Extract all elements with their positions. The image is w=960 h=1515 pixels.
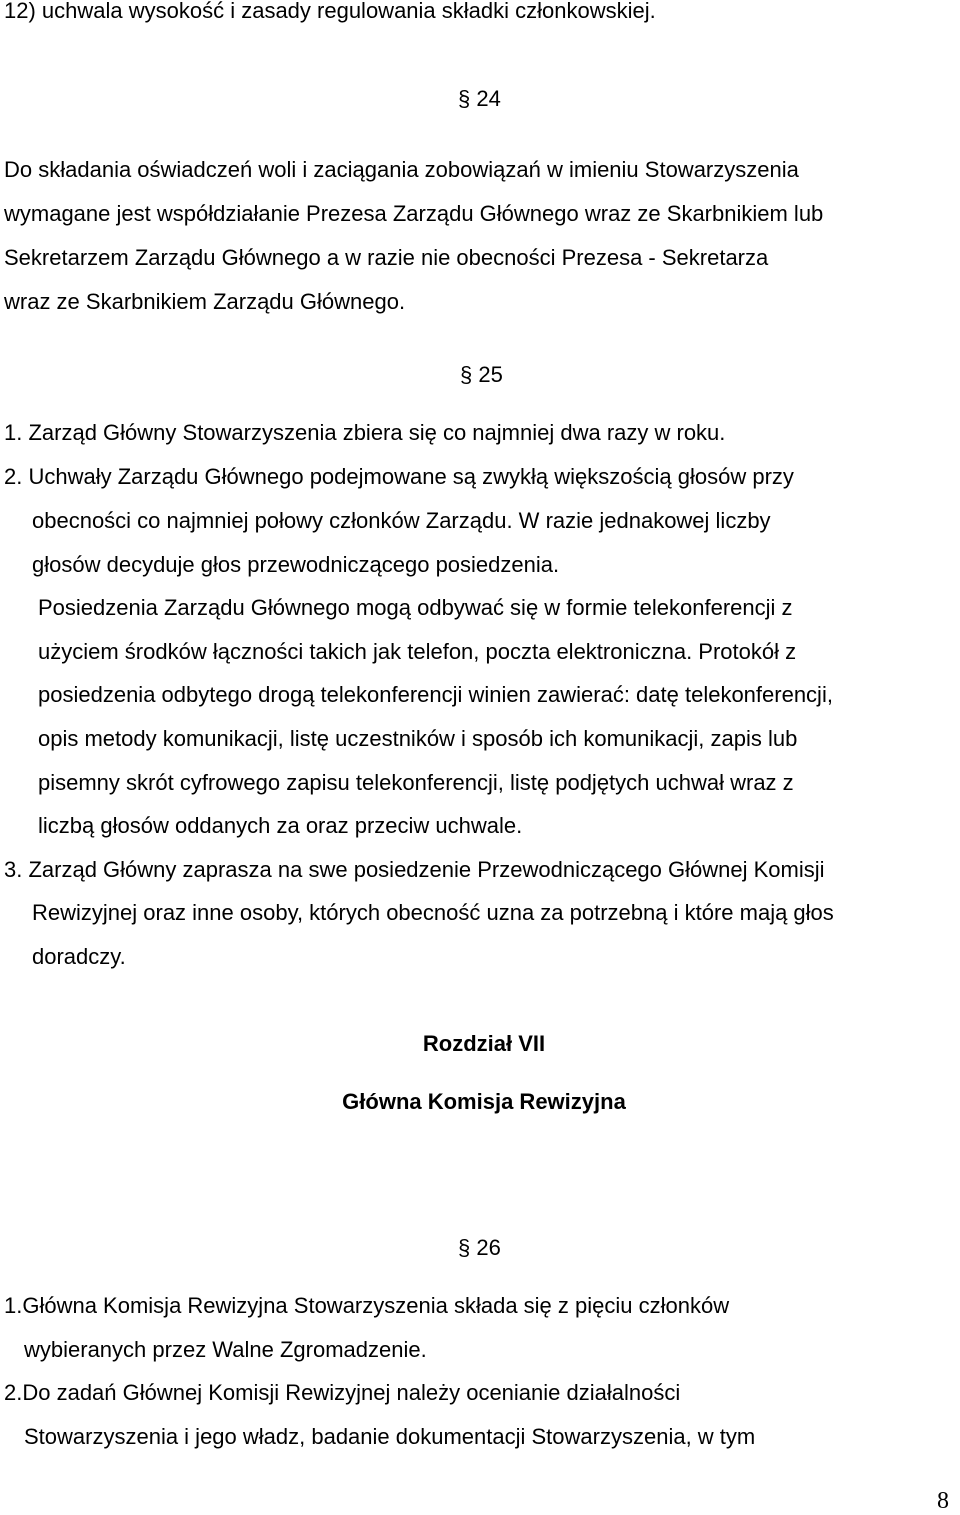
section-26-item-2-line: 2.Do zadań Głównej Komisji Rewizyjnej należy ocenianie działalności — [4, 1380, 681, 1405]
section-25-item-2-cont-line: Posiedzenia Zarządu Głównego mogą odbywać się w formie telekonferencji z — [38, 595, 793, 620]
section-24-line: wymagane jest współdziałanie Prezesa Zarządu Głównego wraz ze Skarbnikiem lub — [4, 201, 824, 226]
section-25-item-1: 1. Zarząd Główny Stowarzyszenia zbiera się co najmniej dwa razy w roku. — [4, 420, 726, 445]
chapter-title: Główna Komisja Rewizyjna — [342, 1089, 626, 1114]
top-list-item: 12) uchwala wysokość i zasady regulowania składki członkowskiej. — [4, 0, 656, 23]
section-26-item-2-line: Stowarzyszenia i jego władz, badanie dokumentacji Stowarzyszenia, w tym — [24, 1424, 756, 1449]
section-24-heading: § 24 — [458, 86, 501, 111]
section-24-line: wraz ze Skarbnikiem Zarządu Głównego. — [4, 289, 406, 314]
section-25-item-2-line: 2. Uchwały Zarządu Głównego podejmowane są zwykłą większością głosów przy — [4, 464, 794, 489]
section-25-heading: § 25 — [460, 362, 503, 387]
page-number: 8 — [937, 1488, 949, 1514]
section-25-item-3-line: doradczy. — [32, 944, 126, 969]
section-25-item-2-line: głosów decyduje głos przewodniczącego posiedzenia. — [32, 552, 560, 577]
section-24-line: Sekretarzem Zarządu Głównego a w razie nie obecności Prezesa - Sekretarza — [4, 245, 769, 270]
section-25-item-2-line: obecności co najmniej połowy członków Zarządu. W razie jednakowej liczby — [32, 508, 771, 533]
section-25-item-2-cont-line: opis metody komunikacji, listę uczestników i sposób ich komunikacji, zapis lub — [38, 726, 798, 751]
section-25-item-3-line: 3. Zarząd Główny zaprasza na swe posiedzenie Przewodniczącego Głównej Komisji — [4, 857, 825, 882]
chapter-number: Rozdział VII — [422, 1031, 546, 1056]
section-25-item-2-cont-line: liczbą głosów oddanych za oraz przeciw uchwale. — [38, 813, 523, 838]
section-26-heading: § 26 — [458, 1235, 501, 1260]
section-25-item-2-cont-line: użyciem środków łączności takich jak telefon, poczta elektroniczna. Protokół z — [38, 639, 797, 664]
section-26-item-1-line: wybieranych przez Walne Zgromadzenie. — [24, 1337, 427, 1362]
section-25-item-2-cont-line: posiedzenia odbytego drogą telekonferencji winien zawierać: datę telekonferencji, — [38, 682, 833, 707]
section-25-item-3-line: Rewizyjnej oraz inne osoby, których obecność uzna za potrzebną i które mają głos — [32, 900, 834, 925]
section-24-line: Do składania oświadczeń woli i zaciągania zobowiązań w imieniu Stowarzyszenia — [4, 157, 799, 182]
section-26-item-1-line: 1.Główna Komisja Rewizyjna Stowarzyszenia składa się z pięciu członków — [4, 1293, 730, 1318]
section-25-item-2-cont-line: pisemny skrót cyfrowego zapisu telekonferencji, listę podjętych uchwał wraz z — [38, 770, 794, 795]
